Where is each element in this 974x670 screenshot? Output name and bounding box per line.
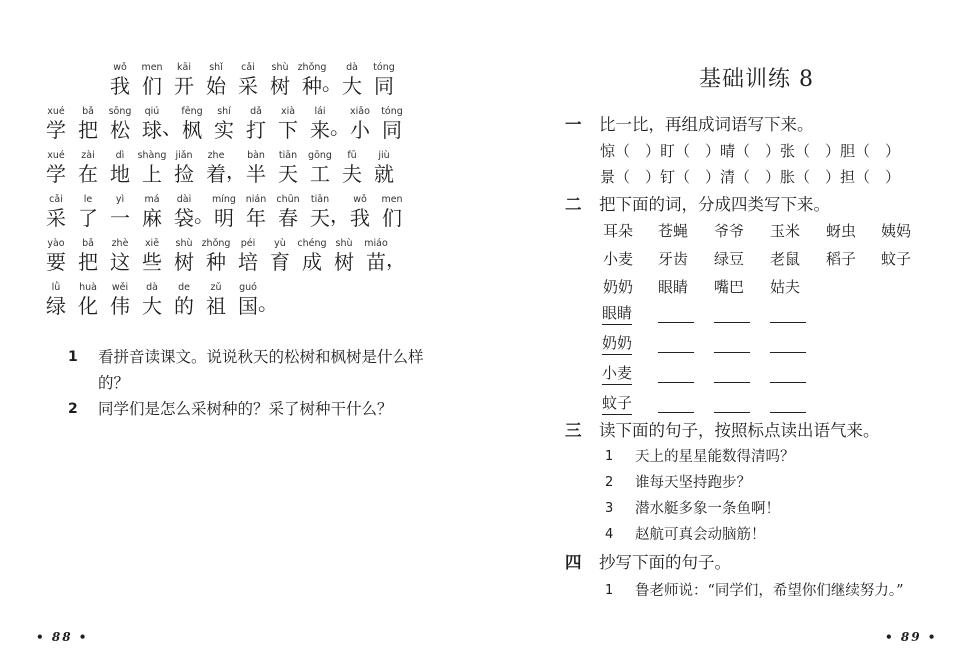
pinyin-cell	[168, 62, 200, 98]
pinyin-syllable: shù	[175, 238, 193, 249]
item-text: 潜水艇多象一条鱼啊！	[635, 501, 780, 517]
pinyin-syllable: zài	[81, 150, 95, 161]
pinyin-cell	[104, 106, 136, 142]
pinyin-cell	[240, 194, 272, 230]
answer-blank	[658, 412, 694, 413]
word-item: 耳朵	[603, 222, 634, 240]
pinyin-cell	[40, 238, 72, 274]
pinyin-cell	[200, 282, 232, 318]
pinyin-cell	[264, 62, 296, 98]
pinyin-syllable: de	[178, 282, 190, 293]
section-instruction: 抄写下面的句子。	[599, 553, 731, 572]
hanzi-character: 的	[174, 294, 194, 318]
hanzi-character: 采	[46, 206, 66, 230]
pinyin-cell	[376, 194, 408, 230]
pinyin-syllable: shù	[335, 238, 353, 249]
pinyin-syllable: chéng	[297, 238, 327, 249]
hanzi-character: 春	[278, 206, 298, 230]
section-instruction: 把下面的词，分成四类写下来。	[599, 195, 830, 214]
word-item: 稻子	[826, 250, 857, 268]
item-text: 天上的星星能数得清吗？	[635, 449, 795, 465]
item-number: 1	[605, 583, 614, 598]
pinyin-cell	[104, 150, 136, 186]
hanzi-character: 开	[174, 74, 194, 98]
hanzi-character: 树	[334, 250, 354, 274]
pinyin-cell	[272, 150, 304, 186]
hanzi-character: 地	[110, 162, 130, 186]
hanzi-character: 们	[142, 74, 162, 98]
category-label: 蚊子	[602, 392, 632, 415]
pinyin-cell	[136, 194, 168, 230]
word-item: 小麦	[603, 250, 634, 268]
pinyin-cell	[40, 150, 72, 186]
pinyin-cell	[104, 238, 136, 274]
pinyin-syllable: lǜ	[51, 282, 61, 293]
pinyin-syllable: dà	[146, 282, 158, 293]
word-item: 奶奶	[603, 278, 634, 296]
question-number: 1	[68, 349, 78, 365]
hanzi-character: 采	[238, 74, 258, 98]
category-label: 奶奶	[602, 332, 632, 355]
hanzi-character: 麻	[142, 206, 162, 230]
item-number: 1	[605, 449, 614, 464]
pinyin-syllable: wěi	[111, 282, 129, 293]
pinyin-cell	[368, 150, 400, 186]
hanzi-character: 们	[382, 206, 402, 230]
pinyin-syllable: miáo	[364, 238, 388, 249]
pinyin-cell	[104, 62, 136, 98]
punctuation-mark: 。	[194, 203, 214, 227]
word-item: 绿豆	[714, 250, 745, 268]
pinyin-cell	[200, 62, 232, 98]
hanzi-character: 枫	[182, 118, 202, 142]
item-number: 2	[605, 475, 614, 490]
pinyin-cell	[240, 150, 272, 186]
hanzi-character: 松	[110, 118, 130, 142]
pinyin-cell	[368, 62, 400, 98]
answer-blank	[714, 412, 750, 413]
hanzi-character: 着	[206, 162, 226, 186]
pinyin-cell	[40, 106, 72, 142]
hanzi-character: 伟	[110, 294, 130, 318]
hanzi-character: 袋	[174, 206, 194, 230]
pinyin-cell	[344, 106, 376, 142]
pinyin-cell	[272, 106, 304, 142]
pinyin-syllable: men	[141, 62, 163, 73]
hanzi-character: 一	[110, 206, 130, 230]
punctuation-mark: ，	[330, 203, 350, 227]
pinyin-syllable: bǎ	[82, 238, 94, 249]
answer-blank	[658, 382, 694, 383]
pinyin-syllable: wǒ	[353, 194, 367, 205]
pinyin-syllable: le	[83, 194, 93, 205]
pinyin-cell	[304, 150, 336, 186]
word-item: 眼睛	[658, 278, 689, 296]
hanzi-character: 种	[206, 250, 226, 274]
hanzi-character: 树	[174, 250, 194, 274]
hanzi-character: 同	[382, 118, 402, 142]
category-label: 眼睛	[602, 302, 632, 325]
hanzi-character: 半	[246, 162, 266, 186]
punctuation-mark: 。	[258, 291, 278, 315]
pinyin-cell	[296, 238, 328, 274]
pinyin-syllable: huà	[79, 282, 97, 293]
punctuation-mark: 。	[330, 115, 350, 139]
compare-row-1: 惊（ ）盯（ ）晴（ ）张（ ）胆（ ）	[600, 142, 901, 160]
pinyin-syllable: dǎ	[250, 106, 262, 117]
pinyin-syllable: tóng	[373, 62, 395, 73]
answer-blank	[714, 352, 750, 353]
pinyin-syllable: shàng	[137, 150, 167, 161]
pinyin-syllable: jiù	[378, 150, 390, 161]
hanzi-character: 夫	[342, 162, 362, 186]
pinyin-syllable: dì	[115, 150, 125, 161]
hanzi-character: 些	[142, 250, 162, 274]
pinyin-syllable: dà	[346, 62, 358, 73]
hanzi-character: 学	[46, 118, 66, 142]
pinyin-cell	[72, 194, 104, 230]
item-text: 赵航可真会动脑筋！	[635, 527, 766, 543]
page-number: • 88 •	[36, 630, 89, 644]
hanzi-character: 成	[302, 250, 322, 274]
answer-blank	[770, 412, 806, 413]
pinyin-syllable: men	[381, 194, 403, 205]
left-page	[0, 0, 480, 670]
section-instruction: 比一比，再组成词语写下来。	[599, 115, 814, 134]
pinyin-cell	[40, 194, 72, 230]
hanzi-character: 球	[142, 118, 162, 142]
hanzi-character: 学	[46, 162, 66, 186]
pinyin-syllable: zhǒng	[201, 238, 231, 249]
hanzi-character: 祖	[206, 294, 226, 318]
hanzi-character: 我	[110, 74, 130, 98]
pinyin-cell	[240, 106, 272, 142]
hanzi-character: 捡	[174, 162, 194, 186]
pinyin-syllable: yù	[274, 238, 286, 249]
answer-blank	[658, 352, 694, 353]
word-item: 蚊子	[881, 250, 912, 268]
hanzi-character: 培	[238, 250, 258, 274]
pinyin-syllable: tiān	[310, 194, 330, 205]
item-number: 3	[605, 501, 614, 516]
pinyin-cell	[40, 282, 72, 318]
hanzi-character: 来	[310, 118, 330, 142]
pinyin-cell	[136, 62, 168, 98]
punctuation-mark: ，	[386, 247, 406, 271]
hanzi-character: 年	[246, 206, 266, 230]
compare-row-2: 景（ ）钉（ ）清（ ）胀（ ）担（ ）	[600, 168, 901, 186]
word-item: 爷爷	[714, 222, 745, 240]
pinyin-cell	[264, 238, 296, 274]
section-number: 一	[565, 115, 582, 134]
pinyin-syllable: bǎ	[82, 106, 94, 117]
hanzi-character: 这	[110, 250, 130, 274]
pinyin-cell	[136, 282, 168, 318]
hanzi-character: 绿	[46, 294, 66, 318]
hanzi-character: 始	[206, 74, 226, 98]
question-number: 2	[68, 401, 78, 417]
word-item: 姨妈	[881, 222, 912, 240]
punctuation-mark: ，	[226, 159, 246, 183]
pinyin-cell	[168, 238, 200, 274]
item-text: 鲁老师说：“同学们，希望你们继续努力。”	[635, 583, 904, 599]
section-instruction: 读下面的句子，按照标点读出语气来。	[599, 421, 880, 440]
hanzi-character: 下	[278, 118, 298, 142]
hanzi-character: 育	[270, 250, 290, 274]
hanzi-character: 天	[278, 162, 298, 186]
pinyin-syllable: xià	[280, 106, 296, 117]
hanzi-character: 大	[342, 74, 362, 98]
pinyin-syllable: tóng	[381, 106, 403, 117]
pinyin-syllable: shù	[271, 62, 289, 73]
answer-blank	[714, 382, 750, 383]
category-label: 小麦	[602, 362, 632, 385]
hanzi-character: 小	[350, 118, 370, 142]
hanzi-character: 同	[374, 74, 394, 98]
pinyin-cell	[72, 106, 104, 142]
pinyin-syllable: fū	[347, 150, 357, 161]
pinyin-syllable: wǒ	[113, 62, 127, 73]
hanzi-character: 打	[246, 118, 266, 142]
pinyin-syllable: bàn	[247, 150, 265, 161]
pinyin-syllable: qiú	[144, 106, 160, 117]
hanzi-character: 要	[46, 250, 66, 274]
pinyin-syllable: zhe	[207, 150, 225, 161]
pinyin-cell	[136, 238, 168, 274]
hanzi-character: 实	[214, 118, 234, 142]
pinyin-cell	[344, 194, 376, 230]
word-item: 蚜虫	[826, 222, 857, 240]
pinyin-cell	[208, 194, 240, 230]
answer-blank	[770, 382, 806, 383]
pinyin-cell	[328, 238, 360, 274]
pinyin-cell	[72, 150, 104, 186]
pinyin-cell	[336, 62, 368, 98]
pinyin-syllable: zhǒng	[297, 62, 327, 73]
word-item: 嘴巴	[714, 278, 745, 296]
pinyin-syllable: xué	[47, 150, 65, 161]
answer-blank	[770, 352, 806, 353]
pinyin-syllable: cǎi	[241, 62, 255, 73]
pinyin-cell	[200, 238, 232, 274]
pinyin-cell	[168, 150, 200, 186]
hanzi-character: 上	[142, 162, 162, 186]
pinyin-syllable: zǔ	[210, 282, 222, 293]
hanzi-character: 苗	[366, 250, 386, 274]
pinyin-cell	[208, 106, 240, 142]
pinyin-syllable: fēng	[181, 106, 203, 117]
page-number: • 89 •	[885, 630, 938, 644]
pinyin-syllable: xué	[47, 106, 65, 117]
item-text: 谁每天坚持跑步？	[635, 475, 751, 491]
pinyin-syllable: gōng	[308, 150, 332, 161]
pinyin-cell	[104, 194, 136, 230]
pinyin-cell	[72, 282, 104, 318]
hanzi-character: 种	[302, 74, 322, 98]
pinyin-syllable: xiǎo	[350, 106, 370, 117]
pinyin-cell	[376, 106, 408, 142]
hanzi-character: 在	[78, 162, 98, 186]
pinyin-syllable: xiē	[144, 238, 160, 249]
right-page	[487, 0, 974, 670]
section-number: 三	[565, 421, 582, 440]
pinyin-syllable: yào	[47, 238, 65, 249]
punctuation-mark: 。	[322, 71, 342, 95]
pinyin-cell	[168, 282, 200, 318]
word-item: 苍蝇	[658, 222, 689, 240]
pinyin-syllable: lái	[314, 106, 326, 117]
punctuation-mark: 、	[162, 115, 182, 139]
pinyin-syllable: yì	[115, 194, 125, 205]
pinyin-cell	[232, 238, 264, 274]
pinyin-syllable: kāi	[177, 62, 191, 73]
pinyin-cell	[72, 238, 104, 274]
pinyin-syllable: jiǎn	[175, 150, 193, 161]
pinyin-syllable: nián	[245, 194, 267, 205]
pinyin-cell	[272, 194, 304, 230]
pinyin-syllable: má	[144, 194, 160, 205]
hanzi-character: 明	[214, 206, 234, 230]
answer-blank	[658, 322, 694, 323]
hanzi-character: 国	[238, 294, 258, 318]
pinyin-syllable: péi	[240, 238, 256, 249]
pinyin-syllable: cǎi	[49, 194, 63, 205]
pinyin-cell	[176, 106, 208, 142]
question-text: 同学们是怎么采树种的？采了树种干什么？	[98, 400, 393, 418]
pinyin-cell	[136, 150, 168, 186]
question-text: 看拼音读课文。说说秋天的松树和枫树是什么样的？	[98, 348, 424, 392]
pinyin-syllable: zhè	[111, 238, 129, 249]
word-item: 姑夫	[770, 278, 801, 296]
pinyin-syllable: tiān	[278, 150, 298, 161]
word-item: 老鼠	[770, 250, 801, 268]
hanzi-character: 了	[78, 206, 98, 230]
hanzi-character: 天	[310, 206, 330, 230]
answer-blank	[770, 322, 806, 323]
hanzi-character: 工	[310, 162, 330, 186]
pinyin-cell	[232, 62, 264, 98]
section-number: 四	[565, 553, 582, 572]
item-number: 4	[605, 527, 614, 542]
pinyin-cell	[104, 282, 136, 318]
hanzi-character: 大	[142, 294, 162, 318]
pinyin-syllable: shǐ	[209, 62, 223, 73]
answer-blank	[714, 322, 750, 323]
pinyin-cell	[336, 150, 368, 186]
pinyin-syllable: sōng	[108, 106, 132, 117]
pinyin-syllable: chūn	[276, 194, 300, 205]
pinyin-syllable: guó	[239, 282, 257, 293]
exercise-title: 基础训练 8	[699, 67, 814, 92]
word-item: 玉米	[770, 222, 801, 240]
hanzi-character: 就	[374, 162, 394, 186]
pinyin-syllable: shí	[217, 106, 231, 117]
hanzi-character: 把	[78, 118, 98, 142]
word-item: 牙齿	[658, 250, 689, 268]
hanzi-character: 把	[78, 250, 98, 274]
hanzi-character: 我	[350, 206, 370, 230]
hanzi-character: 树	[270, 74, 290, 98]
hanzi-character: 化	[78, 294, 98, 318]
pinyin-syllable: míng	[212, 194, 236, 205]
pinyin-syllable: dài	[176, 194, 192, 205]
section-number: 二	[565, 195, 582, 214]
